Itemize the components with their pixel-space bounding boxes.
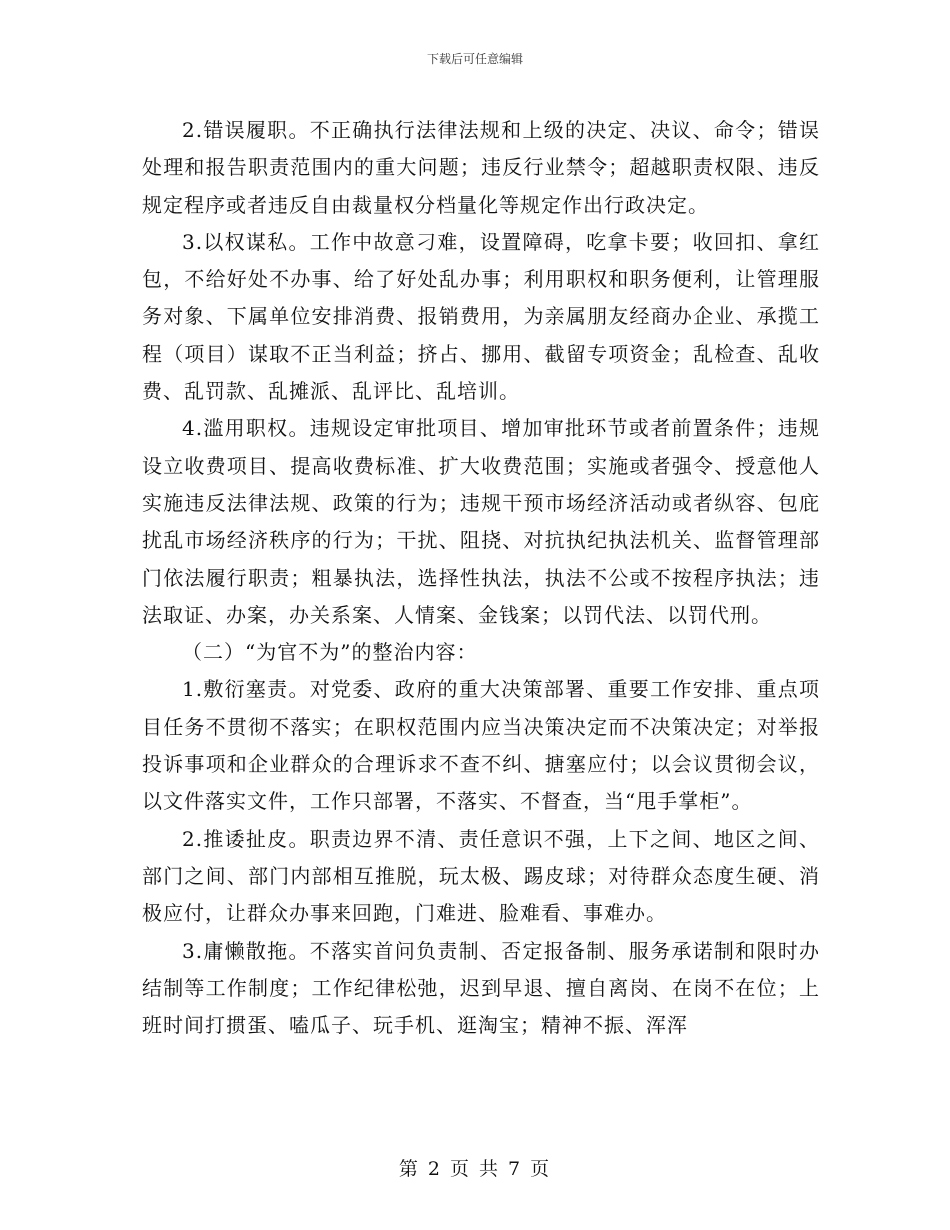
- paragraph-abuse-of-power: 4.滥用职权。违规设定审批项目、增加审批环节或者前置条件；违规设立收费项目、提高收费标准、扩大收费范围；实施或者强令、授意他人实施违反法律法规、政策的行为；违规干预市场经济活动或者纵容、包庇扰乱市场经济秩序的行为；干扰、阻挠、对抗执纪执法机关、监督管理部门依法履行职责；粗暴执法，选择性执法，执法不公或不按程序执法；违法取证、办案，办关系案、人情案、金钱案；以罚代法、以罚代刑。: [142, 416, 820, 627]
- paragraph-perfunctory: 1.敷衍塞责。对党委、政府的重大决策部署、重要工作安排、重点项目任务不贯彻不落实；在职权范围内应当决策决定而不决策决定；对举报投诉事项和企业群众的合理诉求不查不纠、搪塞应付；以会议贯彻会议，以文件落实文件，工作只部署，不落实、不督查，当“甩手掌柜”。: [142, 677, 820, 814]
- paragraph-lazy-slack: 3.庸懒散拖。不落实首问负责制、否定报备制、服务承诺制和限时办结制等工作制度；工作纪律松弛，迟到早退、擅自离岗、在岗不在位；上班时间打掼蛋、嗑瓜子、玩手机、逛淘宝；精神不振、浑浑: [142, 938, 820, 1038]
- section-heading: （二）“为官不为”的整治内容：: [182, 640, 478, 665]
- paragraph-buck-passing: 2.推诿扯皮。职责边界不清、责任意识不强，上下之间、地区之间、部门之间、部门内部相互推脱，玩太极、踢皮球；对待群众态度生硬、消极应付，让群众办事来回跑，门难进、脸难看、事难办。: [142, 826, 820, 926]
- page-header: 下载后可任意编辑: [426, 52, 523, 66]
- paragraph-abuse-for-gain: 3.以权谋私。工作中故意刁难，设置障碍，吃拿卡要；收回扣、拿红包，不给好处不办事、给了好处乱办事；利用职权和职务便利，让管理服务对象、下属单位安排消费、报销费用，为亲属朋友经商办企业、承揽工程（项目）谋取不正当利益；挤占、挪用、截留专项资金；乱检查、乱收费、乱罚款、乱摊派、乱评比、乱培训。: [142, 229, 820, 404]
- document-body: [142, 112, 820, 1044]
- page-number: 第 2 页 共 7 页: [398, 1158, 552, 1180]
- paragraph-wrong-duty: 2.错误履职。不正确执行法律法规和上级的决定、决议、命令；错误处理和报告职责范围内的重大问题；违反行业禁令；超越职责权限、违反规定程序或者违反自由裁量权分档量化等规定作出行政决定。: [142, 118, 820, 217]
